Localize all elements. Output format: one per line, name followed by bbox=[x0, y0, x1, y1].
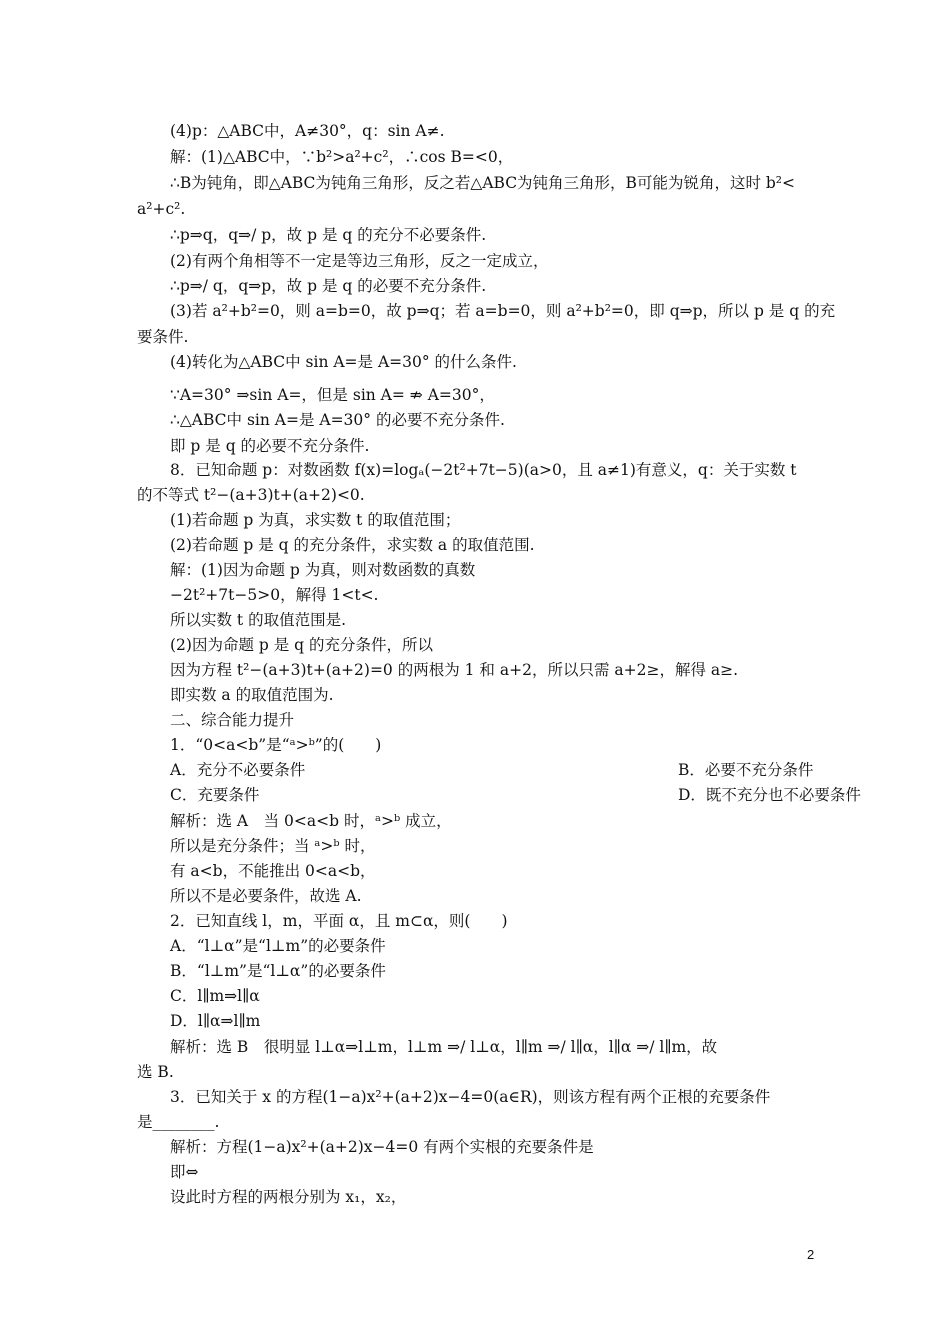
text-line: 解：(1)△ABC中，∵b²>a²+c²，∴cos B=<0， bbox=[170, 148, 514, 166]
text-line: 所以实数 t 的取值范围是. bbox=[170, 611, 347, 629]
question-3: 3．已知关于 x 的方程(1−a)x²+(a+2)x−4=0(a∈R)，则该方程有两个正根的充要条件 bbox=[170, 1088, 771, 1106]
option-d-text: D．既不充分也不必要条件 bbox=[678, 786, 861, 804]
text-line: 即⇔ bbox=[170, 1163, 199, 1181]
text-line: 选 B. bbox=[137, 1063, 174, 1081]
text-line: 是________. bbox=[137, 1113, 220, 1131]
text-line: 要条件. bbox=[137, 328, 189, 346]
text-line: 所以不是必要条件，故选 A. bbox=[170, 887, 362, 905]
question-8: 8．已知命题 p：对数函数 f(x)=logₐ(−2t²+7t−5)(a>0，且 a≠1)有意义，q：关于实数 t bbox=[170, 461, 797, 479]
text-line: B．“l⊥m”是“l⊥α”的必要条件 bbox=[170, 962, 386, 980]
option-c bbox=[170, 785, 860, 805]
text-line: 即实数 a 的取值范围为. bbox=[170, 686, 334, 704]
text-line: 即 p 是 q 的必要不充分条件. bbox=[170, 437, 370, 455]
text-line: (2)若命题 p 是 q 的充分条件，求实数 a 的取值范围. bbox=[170, 536, 535, 554]
text-line: (1)若命题 p 为真，求实数 t 的取值范围； bbox=[170, 511, 461, 529]
text-line: ∴△ABC中 sin A=是 A=30° 的必要不充分条件. bbox=[170, 411, 505, 429]
text-line: 解析：选 A 当 0<a<b 时，ᵃ>ᵇ 成立， bbox=[170, 812, 452, 830]
question-2: 2．已知直线 l，m，平面 α，且 m⊂α，则( ) bbox=[170, 912, 508, 930]
text-line: ∴B为钝角，即△ABC为钝角三角形，反之若△ABC为钝角三角形，B可能为锐角，这时 b²< bbox=[170, 174, 795, 192]
text-line: (4)p：△ABC中，A≠30°，q：sin A≠. bbox=[170, 122, 445, 140]
text-line: 所以是充分条件；当 ᵃ>ᵇ 时， bbox=[170, 837, 376, 855]
text-line: 解析：方程(1−a)x²+(a+2)x−4=0 有两个实根的充要条件是 bbox=[170, 1138, 594, 1156]
text-line: 解：(1)因为命题 p 为真，则对数函数的真数 bbox=[170, 561, 476, 579]
text-line: 的不等式 t²−(a+3)t+(a+2)<0. bbox=[137, 486, 365, 504]
option-b-text: B．必要不充分条件 bbox=[678, 761, 814, 779]
text-line: 因为方程 t²−(a+3)t+(a+2)=0 的两根为 1 和 a+2，所以只需 a+2≥，解得 a≥. bbox=[170, 661, 739, 679]
text-line: 有 a<b，不能推出 0<a<b， bbox=[170, 862, 376, 880]
text-line: (3)若 a²+b²=0，则 a=b=0，故 p⇒q；若 a=b=0，则 a²+b²=0，即 q⇒p，所以 p 是 q 的充 bbox=[170, 302, 836, 320]
option-a bbox=[170, 760, 860, 780]
section-heading: 二、综合能力提升 bbox=[170, 711, 295, 729]
text-line: ∴p⇒q，q⇒/ p，故 p 是 q 的充分不必要条件. bbox=[170, 226, 487, 244]
text-line: A．“l⊥α”是“l⊥m”的必要条件 bbox=[170, 937, 386, 955]
text-line: D．l∥α⇒l∥m bbox=[170, 1012, 261, 1030]
text-line: 设此时方程的两根分别为 x₁，x₂， bbox=[170, 1188, 407, 1206]
option-c-text: C．充要条件 bbox=[170, 786, 260, 804]
text-line: a²+c². bbox=[137, 200, 186, 218]
text-line: ∵A=30° ⇒sin A=，但是 sin A= ⇏ A=30°， bbox=[170, 386, 495, 404]
text-line: (2)有两个角相等不一定是等边三角形，反之一定成立， bbox=[170, 252, 549, 270]
text-line: −2t²+7t−5>0，解得 1<t<. bbox=[170, 586, 379, 604]
text-line: C．l∥m⇒l∥α bbox=[170, 987, 260, 1005]
option-a-text: A．充分不必要条件 bbox=[170, 761, 306, 779]
question-1: 1．“0<a<b”是“ᵃ>ᵇ”的( ) bbox=[170, 736, 382, 754]
text-line: (2)因为命题 p 是 q 的充分条件，所以 bbox=[170, 636, 434, 654]
text-line: 解析：选 B 很明显 l⊥α⇒l⊥m，l⊥m ⇒/ l⊥α，l∥m ⇒/ l∥α，l∥α ⇒/ l∥m，故 bbox=[170, 1038, 718, 1056]
text-line: (4)转化为△ABC中 sin A=是 A=30° 的什么条件. bbox=[170, 353, 517, 371]
text-line: ∴p⇒/ q，q⇒p，故 p 是 q 的必要不充分条件. bbox=[170, 277, 487, 295]
page-number: 2 bbox=[807, 1247, 815, 1262]
